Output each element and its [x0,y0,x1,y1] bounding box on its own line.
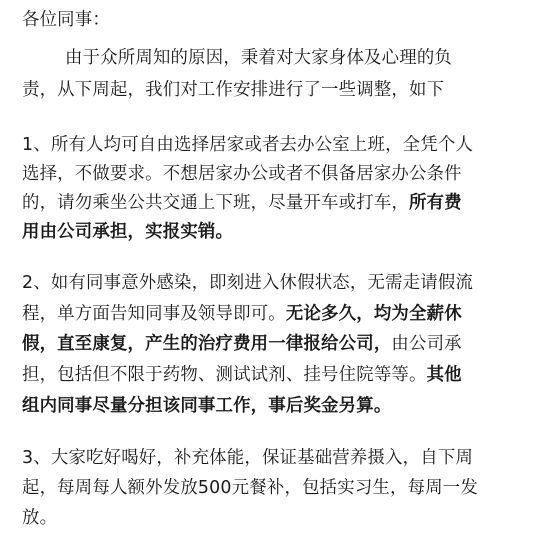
item2-line-5: 组内同事尽量分担该同事工作，事后奖金另算。 [22,396,392,416]
item2-line-1: 2、如有同事意外感染，即刻进入休假状态，无需走请假流 [22,273,474,293]
item2-line-4 [22,364,542,386]
item1-line-3 [22,192,542,214]
item1-line-2: 选择，不做要求。不想居家办公或者不俱备居家办公条件 [22,164,462,184]
item2-line-4-bold: 其他 [426,365,462,385]
item2-line-3-normal: 由公司承 [391,334,462,354]
greeting: 各位同事： [22,10,110,30]
item2-line-2-normal: 程，单方面告知同事及领导即可。 [22,304,286,324]
item2-line-3 [22,333,542,355]
item2-line-2 [22,303,542,325]
item3-line-3: 放。 [22,508,58,528]
intro-line-2: 责，从下周起，我们对工作安排进行了一些调整，如下 [22,80,445,100]
item1-line-1: 1、所有人均可自由选择居家或者去办公室上班，全凭个人 [22,135,474,155]
item1-line-4: 用由公司承担，实报实销。 [22,222,234,242]
intro-line-1: 由于众所周知的原因，秉着对大家身体及心理的负 [65,48,452,68]
item1-line-3-normal: 的，请勿乘坐公共交通上下班，尽量开车或打车， [22,193,409,213]
item2-line-3-bold: 假，直至康复，产生的治疗费用一律报给公司， [22,334,392,354]
item1-line-3-bold: 所有费 [409,193,462,213]
item3-line-2: 起，每周每人额外发放500元餐补，包括实习生，每周一发 [22,478,478,498]
item2-line-2-bold: 无论多久，均为全薪休 [285,304,462,324]
item2-line-4-normal: 担，包括但不限于药物、测试试剂、挂号住院等等。 [22,365,427,385]
item3-line-1: 3、大家吃好喝好，补充体能，保证基础营养摄入，自下周 [22,448,474,468]
